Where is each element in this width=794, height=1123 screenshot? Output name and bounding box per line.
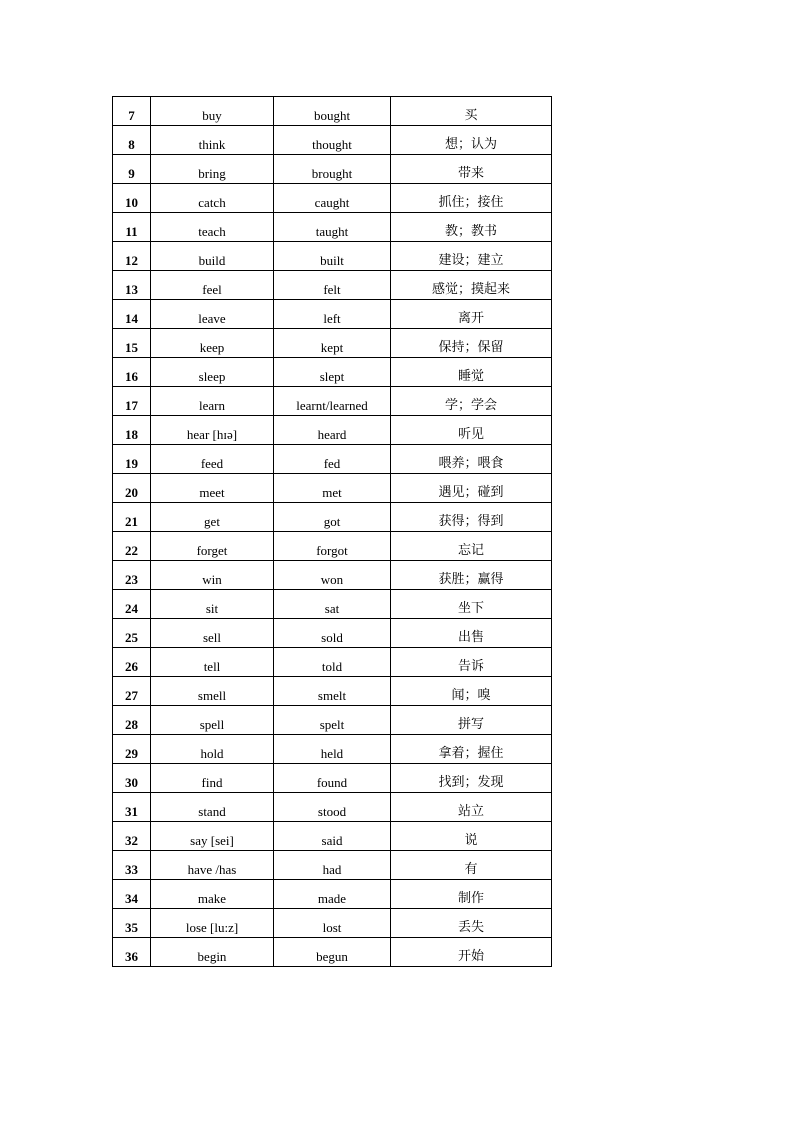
table-row — [113, 561, 552, 590]
chinese-meaning-cell: 找到；发现 — [391, 764, 552, 793]
table-row — [113, 648, 552, 677]
row-number-cell: 31 — [113, 793, 151, 822]
base-form-cell: forget — [151, 532, 274, 561]
table-row — [113, 271, 552, 300]
chinese-meaning-cell: 遇见；碰到 — [391, 474, 552, 503]
base-form-cell: smell — [151, 677, 274, 706]
row-number-cell: 21 — [113, 503, 151, 532]
base-form-cell: sleep — [151, 358, 274, 387]
row-number-cell: 11 — [113, 213, 151, 242]
chinese-meaning-cell: 告诉 — [391, 648, 552, 677]
table-row — [113, 706, 552, 735]
chinese-meaning-cell: 喂养；喂食 — [391, 445, 552, 474]
base-form-cell: tell — [151, 648, 274, 677]
table-row — [113, 822, 552, 851]
past-tense-cell: built — [274, 242, 391, 271]
base-form-cell: learn — [151, 387, 274, 416]
table-row — [113, 387, 552, 416]
chinese-meaning-cell: 带来 — [391, 155, 552, 184]
row-number-cell: 14 — [113, 300, 151, 329]
past-tense-cell: sold — [274, 619, 391, 648]
row-number-cell: 20 — [113, 474, 151, 503]
base-form-cell: meet — [151, 474, 274, 503]
past-tense-cell: had — [274, 851, 391, 880]
base-form-cell: get — [151, 503, 274, 532]
table-row — [113, 329, 552, 358]
chinese-meaning-cell: 出售 — [391, 619, 552, 648]
table-row — [113, 909, 552, 938]
past-tense-cell: taught — [274, 213, 391, 242]
base-form-cell: bring — [151, 155, 274, 184]
past-tense-cell: learnt/learned — [274, 387, 391, 416]
base-form-cell: catch — [151, 184, 274, 213]
base-form-cell: build — [151, 242, 274, 271]
past-tense-cell: made — [274, 880, 391, 909]
base-form-cell: win — [151, 561, 274, 590]
table-row — [113, 764, 552, 793]
table-row — [113, 358, 552, 387]
chinese-meaning-cell: 教；教书 — [391, 213, 552, 242]
row-number-cell: 28 — [113, 706, 151, 735]
chinese-meaning-cell: 获得；得到 — [391, 503, 552, 532]
row-number-cell: 15 — [113, 329, 151, 358]
chinese-meaning-cell: 坐下 — [391, 590, 552, 619]
row-number-cell: 24 — [113, 590, 151, 619]
chinese-meaning-cell: 忘记 — [391, 532, 552, 561]
chinese-meaning-cell: 抓住；接住 — [391, 184, 552, 213]
chinese-meaning-cell: 有 — [391, 851, 552, 880]
chinese-meaning-cell: 拼写 — [391, 706, 552, 735]
table-row — [113, 213, 552, 242]
chinese-meaning-cell: 建设；建立 — [391, 242, 552, 271]
chinese-meaning-cell: 听见 — [391, 416, 552, 445]
base-form-cell: teach — [151, 213, 274, 242]
table-row — [113, 416, 552, 445]
chinese-meaning-cell: 丢失 — [391, 909, 552, 938]
vocabulary-table-body — [113, 97, 552, 967]
base-form-cell: leave — [151, 300, 274, 329]
base-form-cell: sell — [151, 619, 274, 648]
past-tense-cell: lost — [274, 909, 391, 938]
base-form-cell: hold — [151, 735, 274, 764]
chinese-meaning-cell: 离开 — [391, 300, 552, 329]
past-tense-cell: said — [274, 822, 391, 851]
row-number-cell: 18 — [113, 416, 151, 445]
past-tense-cell: heard — [274, 416, 391, 445]
past-tense-cell: smelt — [274, 677, 391, 706]
base-form-cell: spell — [151, 706, 274, 735]
base-form-cell: find — [151, 764, 274, 793]
chinese-meaning-cell: 想；认为 — [391, 126, 552, 155]
chinese-meaning-cell: 开始 — [391, 938, 552, 967]
past-tense-cell: found — [274, 764, 391, 793]
base-form-cell: buy — [151, 97, 274, 126]
row-number-cell: 26 — [113, 648, 151, 677]
table-row — [113, 184, 552, 213]
table-row — [113, 880, 552, 909]
row-number-cell: 9 — [113, 155, 151, 184]
table-row — [113, 735, 552, 764]
past-tense-cell: caught — [274, 184, 391, 213]
table-row — [113, 474, 552, 503]
row-number-cell: 10 — [113, 184, 151, 213]
past-tense-cell: slept — [274, 358, 391, 387]
base-form-cell: lose [lu:z] — [151, 909, 274, 938]
table-row — [113, 677, 552, 706]
chinese-meaning-cell: 获胜；赢得 — [391, 561, 552, 590]
row-number-cell: 16 — [113, 358, 151, 387]
base-form-cell: feed — [151, 445, 274, 474]
chinese-meaning-cell: 闻；嗅 — [391, 677, 552, 706]
chinese-meaning-cell: 睡觉 — [391, 358, 552, 387]
past-tense-cell: begun — [274, 938, 391, 967]
chinese-meaning-cell: 制作 — [391, 880, 552, 909]
chinese-meaning-cell: 学；学会 — [391, 387, 552, 416]
row-number-cell: 12 — [113, 242, 151, 271]
chinese-meaning-cell: 感觉；摸起来 — [391, 271, 552, 300]
base-form-cell: feel — [151, 271, 274, 300]
past-tense-cell: brought — [274, 155, 391, 184]
table-row — [113, 97, 552, 126]
past-tense-cell: got — [274, 503, 391, 532]
row-number-cell: 35 — [113, 909, 151, 938]
past-tense-cell: thought — [274, 126, 391, 155]
chinese-meaning-cell: 说 — [391, 822, 552, 851]
past-tense-cell: sat — [274, 590, 391, 619]
table-row — [113, 242, 552, 271]
past-tense-cell: held — [274, 735, 391, 764]
chinese-meaning-cell: 保持；保留 — [391, 329, 552, 358]
table-row — [113, 793, 552, 822]
row-number-cell: 34 — [113, 880, 151, 909]
row-number-cell: 32 — [113, 822, 151, 851]
row-number-cell: 30 — [113, 764, 151, 793]
row-number-cell: 25 — [113, 619, 151, 648]
past-tense-cell: bought — [274, 97, 391, 126]
base-form-cell: stand — [151, 793, 274, 822]
table-row — [113, 590, 552, 619]
base-form-cell: say [sei] — [151, 822, 274, 851]
row-number-cell: 7 — [113, 97, 151, 126]
base-form-cell: make — [151, 880, 274, 909]
table-row — [113, 445, 552, 474]
table-row — [113, 532, 552, 561]
row-number-cell: 36 — [113, 938, 151, 967]
past-tense-cell: forgot — [274, 532, 391, 561]
row-number-cell: 33 — [113, 851, 151, 880]
row-number-cell: 13 — [113, 271, 151, 300]
chinese-meaning-cell: 拿着；握住 — [391, 735, 552, 764]
past-tense-cell: felt — [274, 271, 391, 300]
row-number-cell: 23 — [113, 561, 151, 590]
base-form-cell: begin — [151, 938, 274, 967]
past-tense-cell: won — [274, 561, 391, 590]
base-form-cell: sit — [151, 590, 274, 619]
row-number-cell: 8 — [113, 126, 151, 155]
table-row — [113, 126, 552, 155]
base-form-cell: hear [hɪə] — [151, 416, 274, 445]
chinese-meaning-cell: 买 — [391, 97, 552, 126]
table-row — [113, 619, 552, 648]
past-tense-cell: spelt — [274, 706, 391, 735]
row-number-cell: 17 — [113, 387, 151, 416]
base-form-cell: keep — [151, 329, 274, 358]
row-number-cell: 19 — [113, 445, 151, 474]
base-form-cell: have /has — [151, 851, 274, 880]
row-number-cell: 27 — [113, 677, 151, 706]
base-form-cell: think — [151, 126, 274, 155]
vocabulary-table — [112, 96, 552, 967]
past-tense-cell: stood — [274, 793, 391, 822]
table-row — [113, 300, 552, 329]
table-row — [113, 503, 552, 532]
table-row — [113, 938, 552, 967]
past-tense-cell: fed — [274, 445, 391, 474]
table-row — [113, 155, 552, 184]
past-tense-cell: told — [274, 648, 391, 677]
past-tense-cell: left — [274, 300, 391, 329]
row-number-cell: 29 — [113, 735, 151, 764]
row-number-cell: 22 — [113, 532, 151, 561]
table-row — [113, 851, 552, 880]
past-tense-cell: met — [274, 474, 391, 503]
chinese-meaning-cell: 站立 — [391, 793, 552, 822]
past-tense-cell: kept — [274, 329, 391, 358]
